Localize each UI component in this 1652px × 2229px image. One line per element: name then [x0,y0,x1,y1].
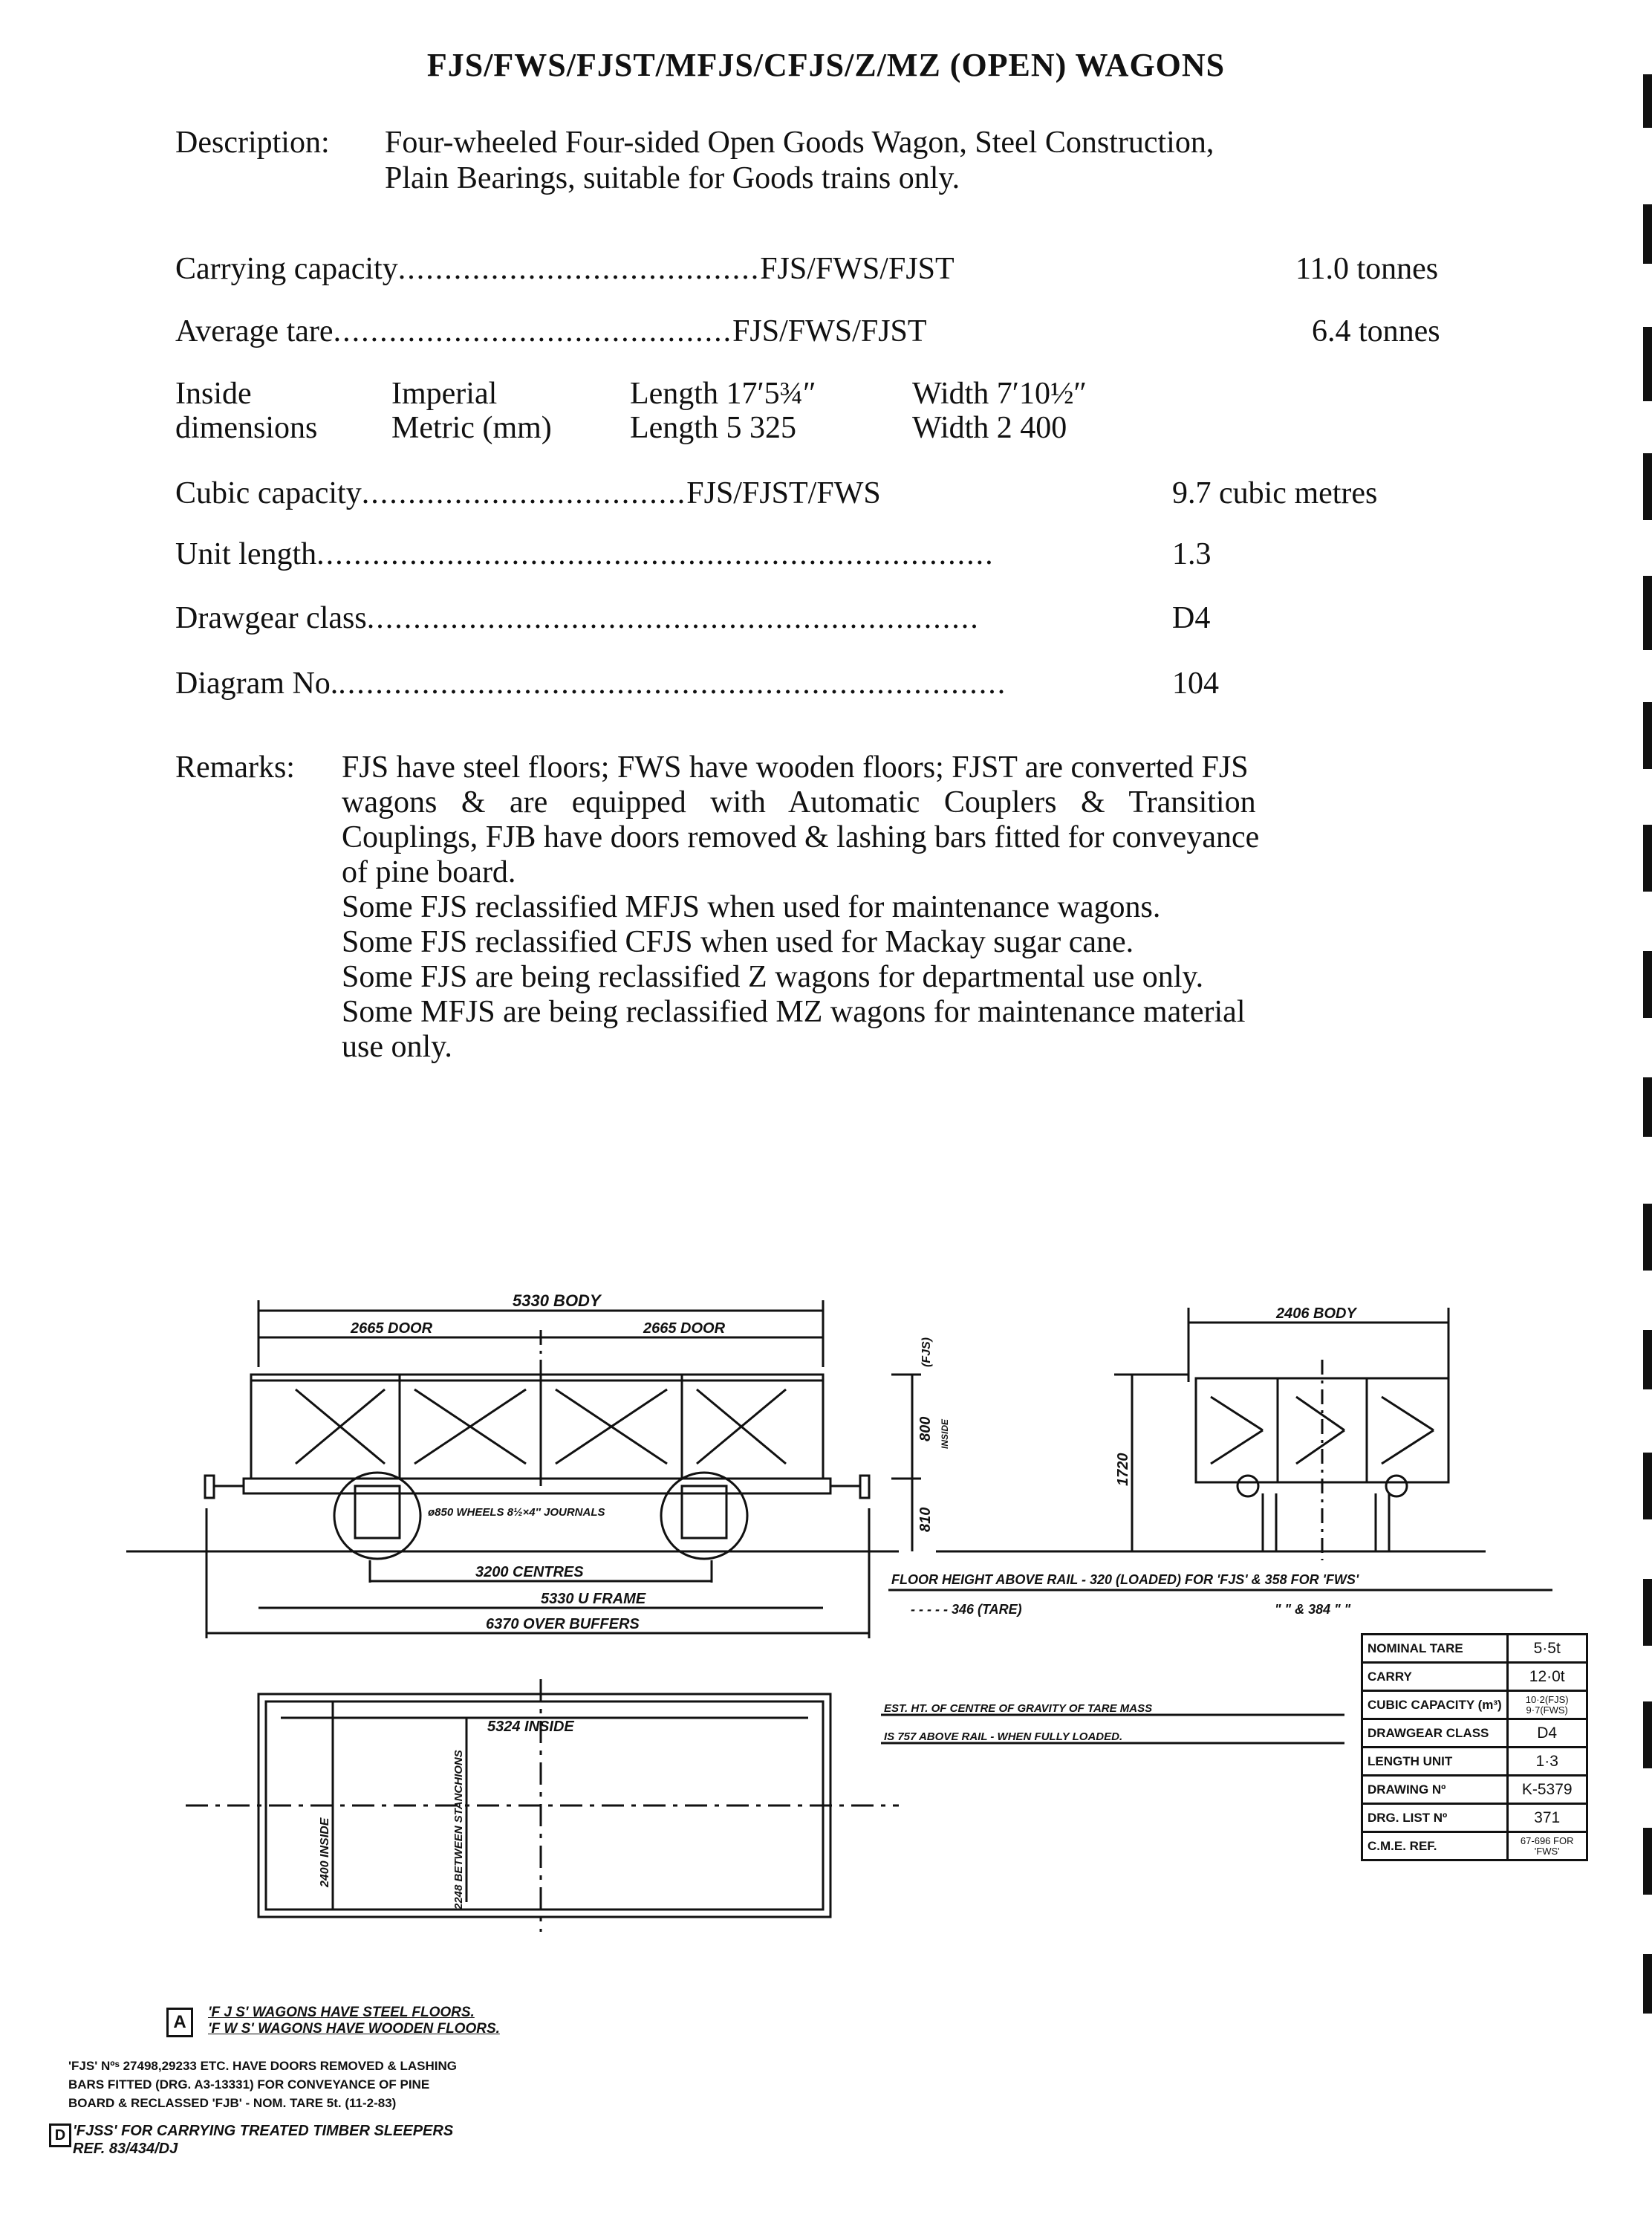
drawing-info-table [1361,1633,1588,1861]
remarks-line: Some FJS reclassified CFJS when used for Mackay sugar cane. [342,925,1134,959]
note-fjb-line-2: BARS FITTED (DRG. A3-13331) FOR CONVEYANCE OF PINE [68,2077,430,2092]
spec-value: 9.7 cubic metres [1172,476,1378,510]
spec-drawgear [175,600,980,636]
spec-carrying [175,251,955,287]
dim-body: 5330 BODY [513,1291,601,1310]
spec-label: Cubic capacity [175,476,362,510]
leader-dots: ......................................................................... [316,537,995,571]
leader-dots: ........................................... [333,314,733,348]
spec-value: 6.4 tonnes [1312,314,1440,348]
metric-label: Metric (mm) [391,411,552,445]
remarks-line: FJS have steel floors; FWS have wooden floors; FJST are converted FJS [342,750,1249,785]
dim-800: 800 [917,1416,934,1441]
note-fjb-line-1: 'FJS' Nºˢ 27498,29233 ETC. HAVE DOORS REMOVED & LASHING [68,2059,457,2073]
note-d-box: D [49,2123,71,2147]
margin-mark [1643,702,1652,769]
table-row [1362,1804,1587,1832]
info-label: DRAWING Nº [1362,1776,1508,1804]
inside-label-2: dimensions [175,411,318,445]
info-value: 67-696 FOR 'FWS' [1507,1832,1587,1860]
margin-mark [1643,576,1652,650]
margin-mark [1643,1204,1652,1271]
info-value: 371 [1507,1804,1587,1832]
dim-buffers: 6370 OVER BUFFERS [486,1616,640,1632]
note-d-line-2: REF. 83/434/DJ [73,2141,178,2157]
note-a-line-2: 'F W S' WAGONS HAVE WOODEN FLOORS. [208,2021,500,2037]
remarks-line: wagons & are equipped with Automatic Couplers & Transition [342,785,1256,820]
floor-height-line-1: FLOOR HEIGHT ABOVE RAIL - 320 (LOADED) FOR 'FJS' & 358 FOR 'FWS' [891,1572,1359,1587]
leader-dots: ....................................... [397,252,761,286]
description-label: Description: [175,126,330,160]
spec-label: Drawgear class [175,601,367,635]
dim-end-body: 2406 BODY [1276,1305,1356,1322]
info-value: 12·0t [1507,1663,1587,1691]
remarks-line: Couplings, FJB have doors removed & lashing bars fitted for conveyance [342,820,1260,854]
info-value: D4 [1507,1719,1587,1748]
info-label: CARRY [1362,1663,1508,1691]
width-metric: Width 2 400 [912,411,1067,445]
table-row [1362,1719,1587,1748]
info-label: DRG. LIST Nº [1362,1804,1508,1832]
info-value: 5·5t [1507,1635,1587,1663]
info-label: DRAWGEAR CLASS [1362,1719,1508,1748]
dim-door-right: 2665 DOOR [643,1320,726,1337]
table-row [1362,1635,1587,1663]
remarks-line: Some MFJS are being reclassified MZ wagons for maintenance material [342,995,1246,1029]
note-fjb [68,2057,457,2112]
leader-dots: ................................... [361,476,687,510]
table-row [1362,1663,1587,1691]
remarks-label: Remarks: [175,750,295,785]
width-imperial: Width 7′10½″ [912,377,1087,411]
dim-centres: 3200 CENTRES [475,1564,584,1580]
info-label: NOMINAL TARE [1362,1635,1508,1663]
remarks-line: use only. [342,1030,452,1064]
description [175,125,1483,196]
margin-mark [1643,1077,1652,1137]
margin-mark [1643,204,1652,264]
margin-mark [1643,453,1652,520]
cog-line-1: EST. HT. OF CENTRE OF GRAVITY OF TARE MASS [884,1702,1153,1715]
dim-2248: 2248 BETWEEN STANCHIONS [452,1750,465,1910]
spec-classes: FJS/FWS/FJST [732,314,927,348]
leader-dots: ........................................................................ [338,666,1007,701]
info-value: K-5379 [1507,1776,1587,1804]
info-label: LENGTH UNIT [1362,1748,1508,1776]
description-line: Four-wheeled Four-sided Open Goods Wagon, Steel Construction, [385,126,1214,160]
dim-uframe: 5330 U FRAME [541,1591,646,1607]
spec-value: 104 [1172,666,1219,701]
spec-diagram [175,666,1007,701]
table-row [1362,1832,1587,1860]
dim-1720: 1720 [1115,1453,1131,1486]
spec-value: 11.0 tonnes [1295,252,1439,286]
dim-810: 810 [917,1507,934,1532]
info-label: C.M.E. REF. [1362,1832,1508,1860]
length-metric: Length 5 325 [630,411,796,445]
spec-value: D4 [1172,601,1211,635]
spec-value: 1.3 [1172,537,1212,571]
description-line: Plain Bearings, suitable for Goods trains only. [385,161,960,195]
spec-label: Diagram No. [175,666,339,701]
note-d-line-1: 'FJSS' FOR CARRYING TREATED TIMBER SLEEPERS [73,2123,454,2139]
spec-tare [175,314,927,349]
spec-unit [175,536,995,572]
note-a-box: A [166,2008,193,2037]
dim-inside-length: 5324 INSIDE [487,1719,574,1735]
info-value: 10·2(FJS) 9·7(FWS) [1507,1691,1587,1719]
margin-mark [1643,825,1652,892]
table-row [1362,1748,1587,1776]
length-imperial: Length 17′5¾″ [630,377,816,411]
spec-label: Carrying capacity [175,252,398,286]
spec-classes: FJS/FJST/FWS [686,476,881,510]
floor-height-line-2a: - - - - - 346 (TARE) [911,1602,1022,1617]
dim-door-left: 2665 DOOR [351,1320,433,1337]
dim-2400: 2400 INSIDE [319,1817,331,1887]
margin-mark [1643,327,1652,401]
spec-label: Average tare [175,314,334,348]
note-a-line-1: 'F J S' WAGONS HAVE STEEL FLOORS. [208,2005,475,2020]
table-row [1362,1776,1587,1804]
spec-label: Unit length [175,537,317,571]
wheels-label: ø850 WHEELS 8½×4″ JOURNALS [428,1506,605,1519]
spec-cubic [175,476,881,511]
spec-classes: FJS/FWS/FJST [760,252,955,286]
dim-inside-label: INSIDE [940,1418,950,1449]
page-title: FJS/FWS/FJST/MFJS/CFJS/Z/MZ (OPEN) WAGONS [426,47,1226,83]
remarks-line: Some FJS are being reclassified Z wagons for departmental use only. [342,960,1204,994]
imperial-label: Imperial [391,377,498,411]
info-label: CUBIC CAPACITY (m³) [1362,1691,1508,1719]
table-row [1362,1691,1587,1719]
inside-label-1: Inside [175,377,252,411]
remarks-line: of pine board. [342,855,516,889]
leader-dots: .................................................................. [366,601,980,635]
note-fjb-line-3: BOARD & RECLASSED 'FJB' - NOM. TARE 5t. (11-2-83) [68,2096,397,2110]
dim-fjs: (FJS) [920,1337,933,1367]
floor-height-line-2b: " " & 384 " " [1275,1602,1351,1617]
remarks-line: Some FJS reclassified MFJS when used for maintenance wagons. [342,890,1161,924]
margin-mark [1643,951,1652,1018]
cog-line-2: IS 757 ABOVE RAIL - WHEN FULLY LOADED. [884,1730,1123,1743]
info-value: 1·3 [1507,1748,1587,1776]
